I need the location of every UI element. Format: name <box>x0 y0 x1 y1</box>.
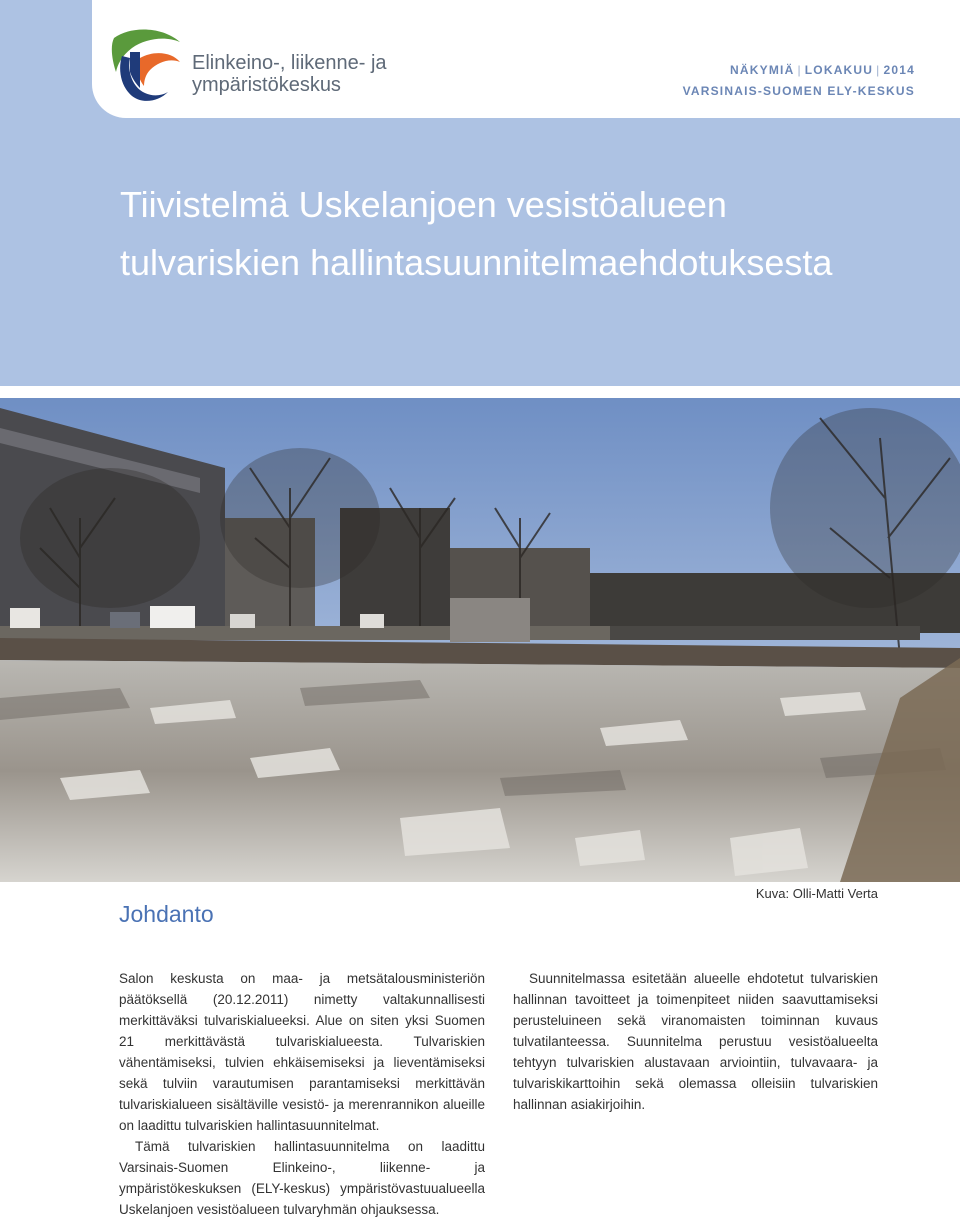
org-name <box>192 52 387 96</box>
publisher-unit: VARSINAIS-SUOMEN ELY-KESKUS <box>682 84 915 98</box>
org-name-line1: Elinkeino-, liikenne- ja <box>192 52 387 74</box>
ely-logo-icon <box>110 28 182 104</box>
right-column <box>513 968 878 1115</box>
photo-caption: Kuva: Olli-Matti Verta <box>755 886 878 901</box>
header-card <box>92 0 960 118</box>
section-heading: Johdanto <box>119 901 214 927</box>
issue-line: NÄKYMIÄ | LOKAKUU | 2014 <box>730 63 915 77</box>
issue-month: LOKAKUU <box>804 63 874 77</box>
paragraph-intro: Salon keskusta on maa- ja metsätalousministeriön päätöksellä (20.12.2011) nimetty valtakunnallisesti merkittäväksi tulvariskialueeksi. Alue on siten yksi Suomen 21 merkittävästä tulvariskialueesta. Tulvariskien vähentämiseksi, tulvien ehkäisemiseksi ja lieventämiseksi sekä tulviin varautumisen parantamiseksi merkittävän tulvariskialueen sisältäville vesistö- ja merenrannikon alueille on laadittu tulvariskien hallintasuunnitelmat. <box>119 971 485 1133</box>
issue-year: 2014 <box>883 63 915 77</box>
document-title-line2: tulvariskien hallintasuunnitelmaehdotuksesta <box>120 242 833 283</box>
document-title <box>120 176 940 292</box>
paragraph-content: Suunnitelmassa esitetään alueelle ehdotetut tulvariskien hallinnan tavoitteet ja toimenpiteet niiden saavuttamiseksi perusteluineen sekä viranomaisten toiminnan kuvaus tulvatilanteessa. Suunnitelma perustuu vesistöalueelta tehtyyn tulvariskien alustavaan arviointiin, tulvavaara- ja tulvariskikarttoihin sekä olemassa olleisiin tulvariskien hallinnan asiakirjoihin. <box>513 971 878 1112</box>
river-ice-photo <box>0 398 960 882</box>
document-title-line1: Tiivistelmä Uskelanjoen vesistöalueen <box>120 184 727 225</box>
left-column <box>119 968 485 1220</box>
paragraph-plan: Tämä tulvariskien hallintasuunnitelma on laadittu Varsinais-Suomen Elinkeino-, liikenne- ja ympäristökeskuksen (ELY-keskus) ympäristövastuualueella Uskelanjoen vesistöalueen tulvaryhmän ohjauksessa. <box>119 1139 485 1217</box>
org-name-line2: ympäristökeskus <box>192 74 341 96</box>
publication-info <box>683 60 915 102</box>
series-name: NÄKYMIÄ <box>730 63 795 77</box>
